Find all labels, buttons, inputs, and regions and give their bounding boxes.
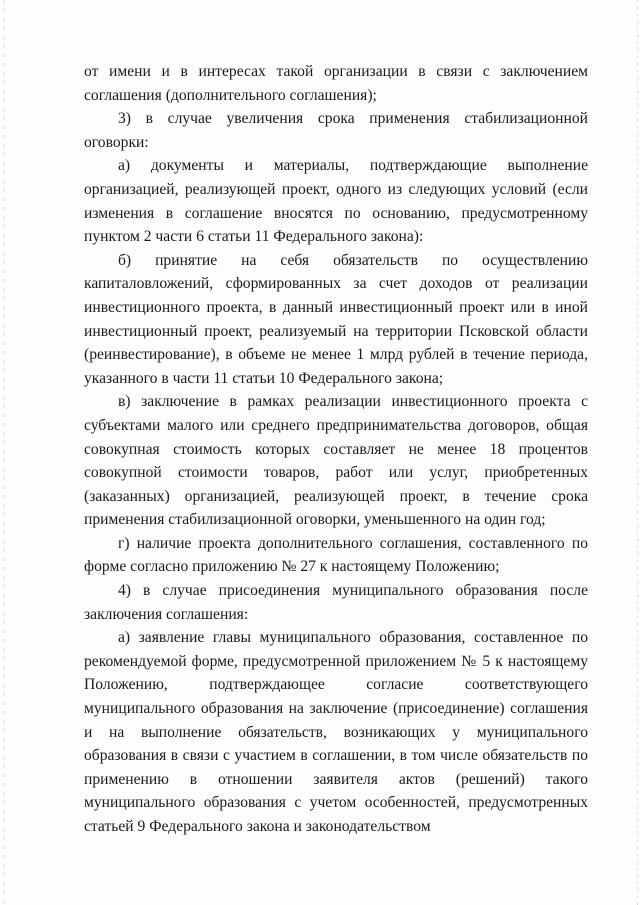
paragraph-item-4a: а) заявление главы муниципального образования, составленное по рекомендуемой форме, предусмотренной приложением № 5 к настоящему Положению, подтверждающее согласие соответствующего муниципального образования на заключение (присоединение) соглашения и на выполнение обязательств, возникающих у муниципального образования в связи с участием в соглашении, в том числе обязательств по применению в отношении заявителя актов (решений) такого муниципального образования с учетом особенностей, предусмотренных статьей 9 Федерального закона и законодательством xyxy=(84,629,588,835)
document-body xyxy=(84,60,588,839)
paragraph-continuation: от имени и в интересах такой организации в связи с заключением соглашения (дополнительного соглашения); xyxy=(84,63,588,104)
paragraph-item-3: 3) в случае увеличения срока применения стабилизационной оговорки: xyxy=(84,110,588,151)
paragraph-item-3v: в) заключение в рамках реализации инвестиционного проекта с субъектами малого или среднего предпринимательства договоров, общая совокупная стоимость которых составляет не менее 18 процентов совокупной стоимости товаров, работ или услуг, приобретенных (заказанных) организацией, реализующей проект, в течение срока применения стабилизационной оговорки, уменьшенного на один год; xyxy=(84,393,588,529)
scan-edge-left xyxy=(3,0,4,905)
paragraph-item-3g: г) наличие проекта дополнительного соглашения, составленного по форме согласно приложению № 27 к настоящему Положению; xyxy=(84,534,588,576)
paragraph-item-4: 4) в случае присоединения муниципального образования после заключения соглашения: xyxy=(84,582,588,623)
paragraph-item-3a: а) документы и материалы, подтверждающие выполнение организацией, реализующей проект, одного из следующих условий (если изменения в соглашение вносятся по основанию, предусмотренному пунктом 2 части 6 статьи 11 Федерального закона): xyxy=(84,157,588,246)
paragraph-item-3b: б) принятие на себя обязательств по осуществлению капиталовложений, сформированных за счет доходов от реализации инвестиционного проекта, в данный инвестиционный проект или в иной инвестиционный проект, реализуемый на территории Псковской области (реинвестирование), в объеме не менее 1 млрд рублей в течение периода, указанного в части 11 статьи 10 Федерального закона; xyxy=(84,251,588,387)
scan-edge-right xyxy=(637,0,638,905)
